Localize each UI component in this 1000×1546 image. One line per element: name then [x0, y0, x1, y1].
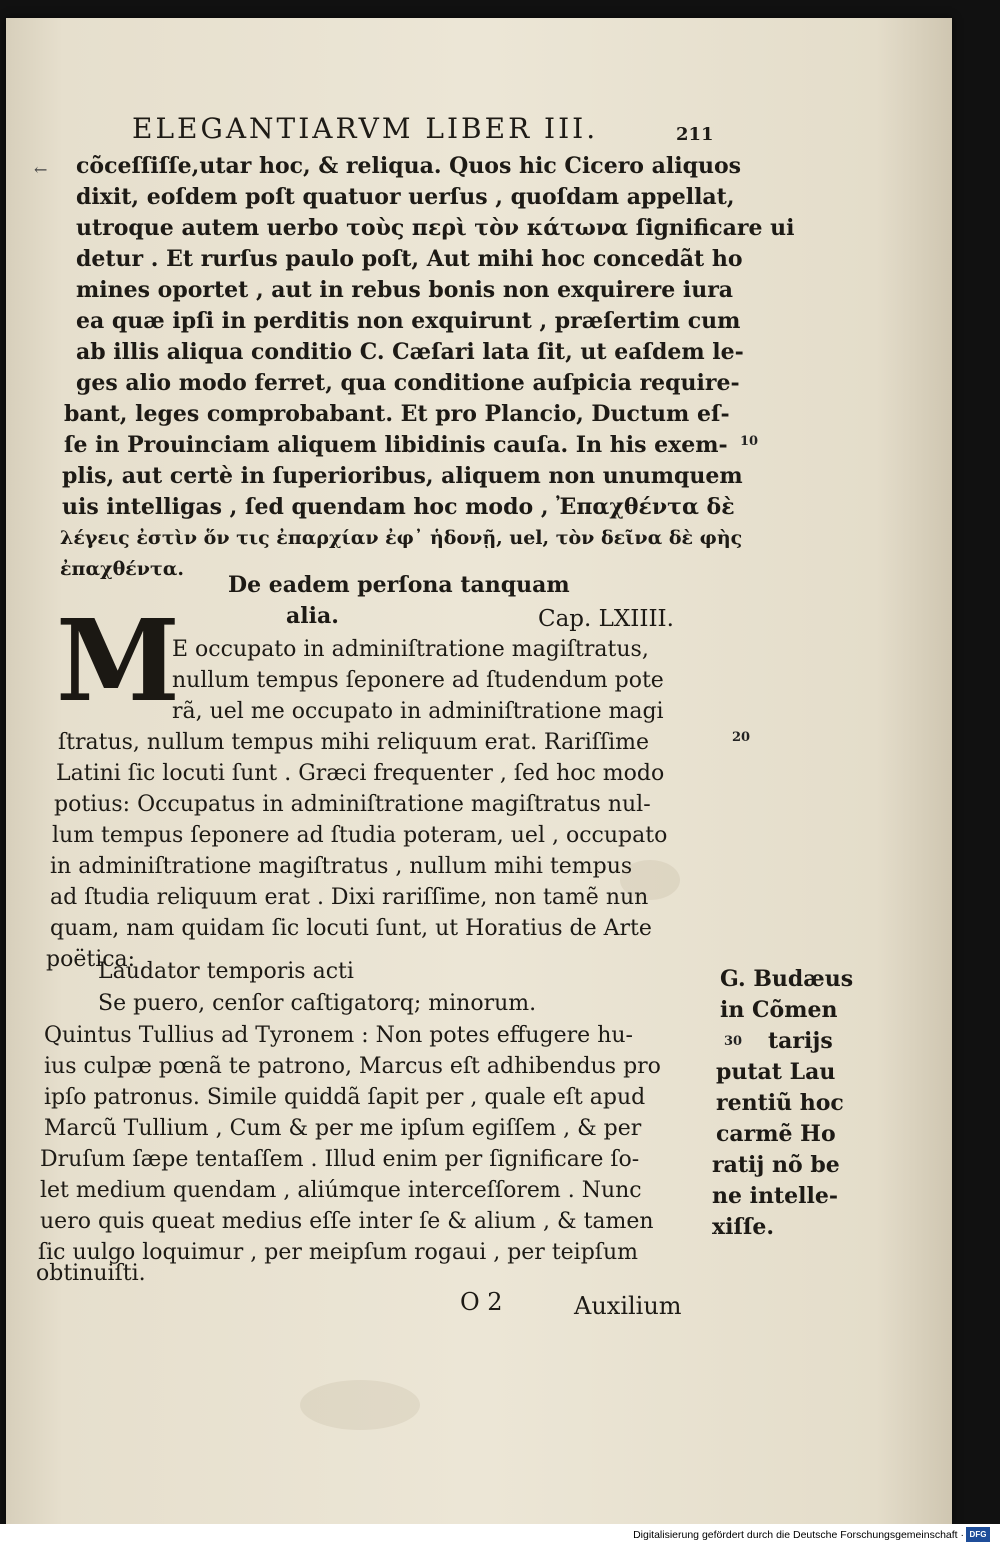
- signature-mark: O 2: [460, 1288, 503, 1316]
- text-line: ea quæ ipſi in perditis non exquirunt , præſertim cum: [76, 308, 741, 334]
- text-line: in adminiſtratione magiſtratus , nullum mihi tempus: [50, 854, 633, 879]
- note-line: ratij nõ be: [712, 1152, 840, 1178]
- text-line: rã, uel me occupato in adminiſtratione magi: [172, 699, 664, 724]
- text-line: ius culpæ pœnã te patrono, Marcus eſt adhibendus pro: [44, 1054, 661, 1079]
- text-line: uero quis queat medius eſſe inter ſe & alium , & tamen: [40, 1209, 654, 1234]
- text-line: let medium quendam , aliúmque interceſſorem . Nunc: [40, 1178, 642, 1203]
- credit-text: Digitalisierung gefördert durch die Deutsche Forschungsgemeinschaft ·: [633, 1529, 964, 1541]
- text-line: utroque autem uerbo τοὺς περὶ τὸν κάτωνα ſignificare ui: [76, 215, 795, 241]
- dfg-logo-icon: DFG: [966, 1527, 990, 1542]
- catchword: Auxilium: [574, 1292, 682, 1320]
- text-line: ſic uulgo loquimur , per meipſum rogaui , per teipſum: [38, 1240, 638, 1265]
- text-line: dixit, eoſdem poſt quatuor uerſus , quoſdam appellat,: [76, 184, 735, 210]
- chapter-number: Cap. LXIIII.: [538, 606, 674, 632]
- verse-line: Se puero, cenſor caſtigatorq; minorum.: [98, 991, 537, 1016]
- note-line: ne intelle-: [712, 1183, 839, 1209]
- text-line: ſe in Prouinciam aliquem libidinis cauſa. In his exem-: [64, 432, 728, 458]
- line-number-30: 30: [724, 1034, 743, 1049]
- note-line: G. Budæus: [720, 966, 854, 992]
- text-line: λέγεις ἐστὶν ὅν τις ἐπαρχίαν ἐφ᾽ ἡδονῇ, uel, τὸν δεῖνα δὲ φὴς: [60, 527, 743, 549]
- paper-stain: [300, 1380, 420, 1430]
- text-line: mines oportet , aut in rebus bonis non exquirere iura: [76, 277, 734, 303]
- running-title: ELEGANTIARVM LIBER III.: [132, 112, 599, 145]
- text-line: uis intelligas , ſed quendam hoc modo , Ἐπαχθέντα δὲ: [62, 494, 735, 520]
- text-line: quam, nam quidam ſic locuti ſunt, ut Horatius de Arte: [50, 916, 652, 941]
- margin-mark: ←: [34, 160, 48, 179]
- text-line: ad ſtudia reliquum erat . Dixi rariſſime, non tamẽ nun: [50, 885, 649, 910]
- folio-number: 211: [676, 124, 714, 145]
- text-line: obtinuiſti.: [36, 1261, 146, 1286]
- line-number-10: 10: [740, 434, 759, 449]
- text-line: cõceſſiſſe,utar hoc, & reliqua. Quos hic Cicero aliquos: [76, 153, 742, 179]
- note-line: rentiũ hoc: [716, 1090, 844, 1116]
- text-line: nullum tempus ſeponere ad ſtudendum pote: [172, 668, 664, 693]
- text-line: ges alio modo ferret, qua conditione auſpicia require-: [76, 370, 740, 396]
- text-line: ab illis aliqua conditio C. Cæſari lata ſit, ut eaſdem le-: [76, 339, 744, 365]
- text-line: poëtica:: [46, 947, 136, 972]
- note-line: putat Lau: [716, 1059, 836, 1085]
- note-line: tarijs: [768, 1028, 833, 1054]
- text-line: E occupato in adminiſtratione magiſtratus,: [172, 637, 649, 662]
- text-line: bant, leges comprobabant. Et pro Plancio, Ductum eſ-: [64, 401, 730, 427]
- chapter-title-cont: alia.: [286, 603, 339, 629]
- verse-line: Laudator temporis acti: [98, 959, 354, 984]
- text-line: Marcũ Tullium , Cum & per me ipſum egiſſem , & per: [44, 1116, 642, 1141]
- text-line: lum tempus ſeponere ad ſtudia poteram, uel , occupato: [52, 823, 668, 848]
- note-line: carmẽ Ho: [716, 1121, 836, 1147]
- initial-letter: M: [56, 596, 180, 727]
- text-line: Latini ſic locuti ſunt . Græci frequenter , ſed hoc modo: [56, 761, 665, 786]
- text-line: detur . Et rurſus paulo poſt, Aut mihi hoc concedãt ho: [76, 246, 743, 272]
- text-line: ipſo patronus. Simile quiddã ſapit per , quale eſt apud: [44, 1085, 646, 1110]
- note-line: xiſſe.: [712, 1214, 775, 1240]
- text-line: ἐπαχθέντα.: [60, 558, 185, 580]
- text-line: ſtratus, nullum tempus mihi reliquum erat. Rariſſime: [58, 730, 649, 755]
- line-number-20: 20: [732, 730, 751, 745]
- chapter-title: De eadem perſona tanquam: [228, 572, 570, 598]
- text-line: Druſum ſæpe tentaſſem . Illud enim per ſignificare ſo-: [40, 1147, 640, 1172]
- text-line: Quintus Tullius ad Tyronem : Non potes effugere hu-: [44, 1023, 633, 1048]
- text-line: plis, aut certè in ſuperioribus, aliquem non unumquem: [62, 463, 743, 489]
- text-line: potius: Occupatus in adminiſtratione magiſtratus nul-: [54, 792, 651, 817]
- note-line: in Cõmen: [720, 997, 838, 1023]
